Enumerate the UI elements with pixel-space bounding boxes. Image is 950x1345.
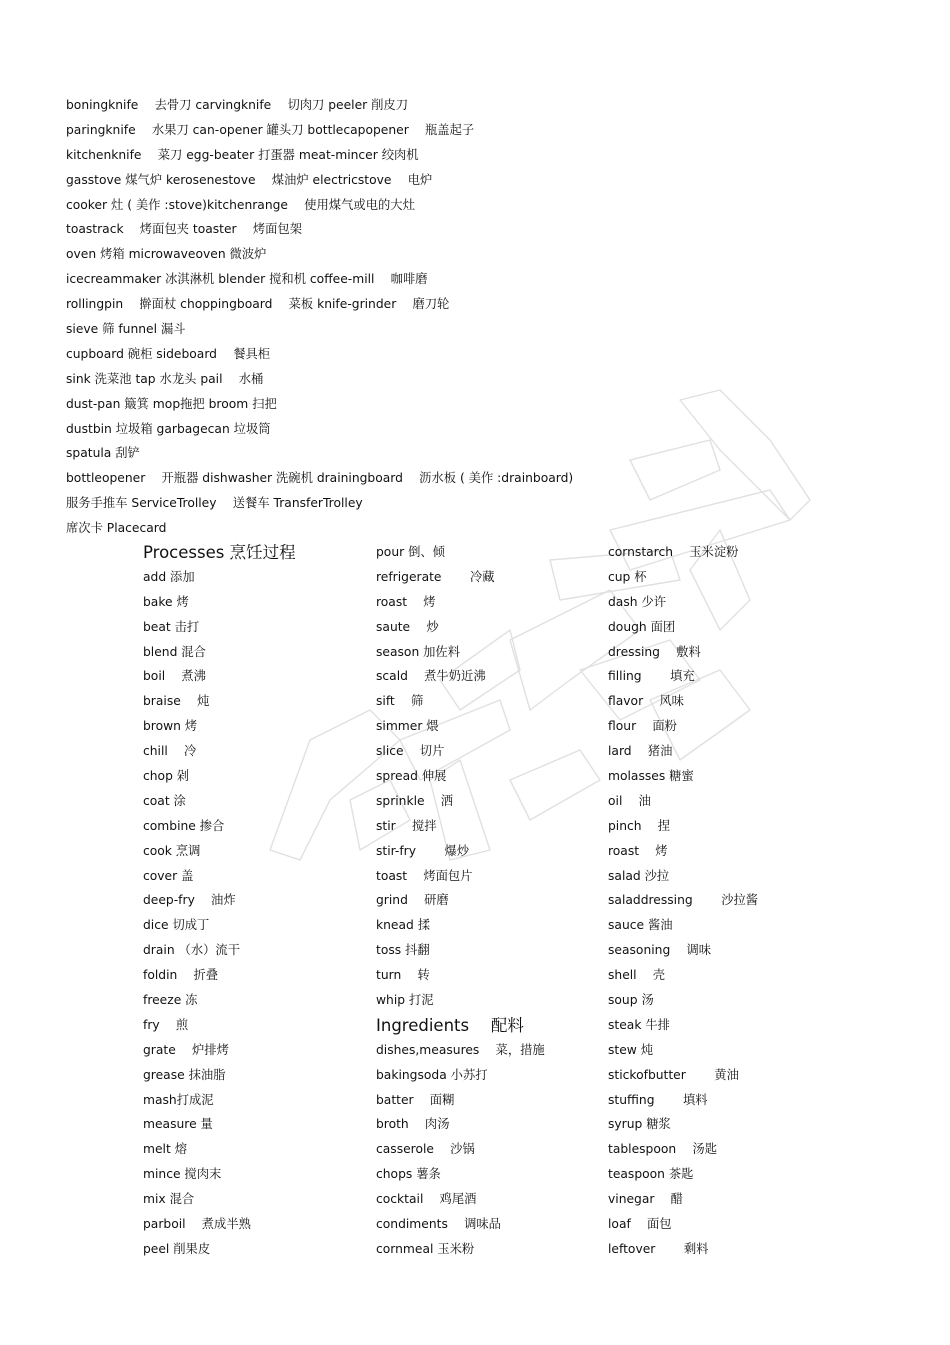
- vocab-item: drain （水）流干: [143, 943, 241, 958]
- vocab-item: dishes,measures 菜，措施: [376, 1042, 545, 1057]
- vocab-item: measure 量: [143, 1117, 213, 1132]
- vocab-item: toast 烤面包片: [376, 868, 473, 883]
- vocab-item: braise 炖: [143, 694, 210, 709]
- vocab-item: stickofbutter 黄油: [608, 1067, 739, 1082]
- vocab-item: stir-fry 爆炒: [376, 843, 470, 858]
- vocab-item: dice 切成丁: [143, 918, 210, 933]
- list-item: boningknife 去骨刀 carvingknife 切肉刀 peeler 削皮刀: [66, 98, 409, 112]
- vocab-item: season 加佐料: [376, 644, 461, 659]
- vocab-item: spread 伸展: [376, 769, 447, 784]
- list-item: sieve 筛 funnel 漏斗: [66, 322, 186, 337]
- list-item: dustbin 垃圾箱 garbagecan 垃圾筒: [66, 421, 271, 436]
- vocab-item: deep-fry 油炸: [143, 893, 236, 908]
- vocab-item: melt 熔: [143, 1142, 187, 1157]
- list-item: cupboard 碗柜 sideboard 餐具柜: [66, 346, 271, 361]
- list-item: dust-pan 簸箕 mop拖把 broom 扫把: [66, 396, 277, 411]
- vocab-item: soup 汤: [608, 993, 654, 1008]
- kitchen-utensils-list: [66, 93, 866, 541]
- vocab-item: chill 冷: [143, 744, 197, 759]
- vocab-item: cup 杯: [608, 569, 647, 584]
- vocab-item: blend 混合: [143, 644, 206, 659]
- vocab-item: sauce 酱油: [608, 918, 673, 933]
- vocab-item: bakingsoda 小苏打: [376, 1067, 488, 1082]
- vocab-item: brown 烤: [143, 719, 198, 734]
- list-item: 服务手推车 ServiceTrolley 送餐车 TransferTrolley: [66, 496, 363, 511]
- vocab-item: grind 研磨: [376, 893, 449, 908]
- vocab-item: seasoning 调味: [608, 943, 712, 958]
- vocab-item: turn 转: [376, 968, 430, 983]
- vocab-item: fry 煎: [143, 1017, 189, 1032]
- list-item: 席次卡 Placecard: [66, 521, 167, 536]
- vocab-item: roast 烤: [376, 594, 436, 609]
- vocab-item: batter 面糊: [376, 1092, 455, 1107]
- vocab-item: steak 牛排: [608, 1017, 670, 1032]
- list-item: kitchenknife 菜刀 egg-beater 打蛋器 meat-mincer 绞肉机: [66, 147, 419, 162]
- list-item: icecreammaker 冰淇淋机 blender 搅和机 coffee-mill 咖啡磨: [66, 272, 428, 287]
- vocab-item: pinch 捏: [608, 818, 671, 833]
- vocab-item: dash 少许: [608, 594, 667, 609]
- vocab-item: broth 肉汤: [376, 1117, 450, 1132]
- vocab-item: add 添加: [143, 569, 195, 584]
- vocab-item: vinegar 醋: [608, 1192, 683, 1207]
- list-item: rollingpin 擀面杖 choppingboard 菜板 knife-grinder 磨刀轮: [66, 297, 450, 312]
- vocab-item: parboil 煮成半熟: [143, 1217, 251, 1232]
- vocab-item: salad 沙拉: [608, 868, 670, 883]
- vocab-item: oil 油: [608, 793, 651, 808]
- list-item: toastrack 烤面包夹 toaster 烤面包架: [66, 222, 303, 237]
- vocab-item: chop 剁: [143, 769, 190, 784]
- vocab-item: bake 烤: [143, 594, 189, 609]
- vocab-item: simmer 煨: [376, 719, 439, 734]
- vocab-item: saladdressing 沙拉酱: [608, 893, 759, 908]
- section-heading: Processes 烹饪过程: [143, 543, 296, 562]
- vocab-item: stuffing 填料: [608, 1092, 708, 1107]
- vocab-item: combine 掺合: [143, 818, 225, 833]
- vocab-item: roast 烤: [608, 843, 668, 858]
- vocab-item: condiments 调味品: [376, 1217, 501, 1232]
- vocab-column-2: [376, 540, 586, 1262]
- vocab-item: cook 烹调: [143, 843, 201, 858]
- vocab-item: leftover 剩料: [608, 1241, 709, 1256]
- vocab-item: beat 击打: [143, 619, 200, 634]
- vocab-item: flour 面粉: [608, 719, 677, 734]
- vocab-item: freeze 冻: [143, 993, 198, 1008]
- vocab-item: teaspoon 茶匙: [608, 1167, 694, 1182]
- list-item: oven 烤箱 microwaveoven 微波炉: [66, 247, 267, 262]
- vocab-item: filling 填充: [608, 669, 695, 684]
- vocab-item: cover 盖: [143, 868, 194, 883]
- list-item: cooker 灶 ( 美作 :stove)kitchenrange 使用煤气或电的大灶: [66, 197, 415, 212]
- list-item: spatula 刮铲: [66, 446, 140, 461]
- vocab-item: boil 煮沸: [143, 669, 206, 684]
- vocab-item: scald 煮牛奶近沸: [376, 669, 486, 684]
- vocab-item: syrup 糖浆: [608, 1117, 671, 1132]
- vocab-item: refrigerate 冷藏: [376, 569, 495, 584]
- vocab-item: toss 抖翻: [376, 943, 430, 958]
- vocab-item: coat 涂: [143, 793, 186, 808]
- vocab-item: cornmeal 玉米粉: [376, 1241, 475, 1256]
- vocab-item: dressing 敷料: [608, 644, 701, 659]
- vocab-item: casserole 沙锅: [376, 1142, 475, 1157]
- vocab-item: cornstarch 玉米淀粉: [608, 545, 739, 559]
- vocab-item: knead 揉: [376, 918, 431, 933]
- vocab-item: whip 打泥: [376, 993, 434, 1008]
- vocab-column-3: [608, 540, 818, 1262]
- vocab-item: slice 切片: [376, 744, 445, 759]
- vocab-item: stew 炖: [608, 1042, 654, 1057]
- vocab-item: stir 搅拌: [376, 818, 437, 833]
- vocab-item: tablespoon 汤匙: [608, 1142, 717, 1157]
- vocab-item: loaf 面包: [608, 1217, 672, 1232]
- vocab-item: dough 面团: [608, 619, 676, 634]
- vocab-item: molasses 糖蜜: [608, 769, 694, 784]
- section-heading: Ingredients 配料: [376, 1015, 524, 1035]
- vocab-item: flavor 风味: [608, 694, 684, 709]
- vocab-item: peel 削果皮: [143, 1241, 211, 1256]
- list-item: gasstove 煤气炉 kerosenestove 煤油炉 electricstove 电炉: [66, 172, 433, 187]
- vocab-item: mix 混合: [143, 1192, 195, 1207]
- vocab-column-1: [143, 540, 353, 1262]
- vocab-item: grate 炉排烤: [143, 1042, 229, 1057]
- list-item: paringknife 水果刀 can-opener 罐头刀 bottlecapopener 瓶盖起子: [66, 122, 475, 137]
- list-item: bottleopener 开瓶器 dishwasher 洗碗机 drainingboard 沥水板 ( 美作 :drainboard): [66, 471, 574, 486]
- vocab-item: sift 筛: [376, 694, 424, 709]
- vocab-item: lard 猪油: [608, 744, 673, 759]
- vocab-item: grease 抹油脂: [143, 1067, 226, 1082]
- vocab-item: chops 薯条: [376, 1167, 441, 1182]
- list-item: sink 洗菜池 tap 水龙头 pail 水桶: [66, 371, 264, 386]
- vocab-item: shell 壳: [608, 968, 666, 983]
- vocab-item: mash打成泥: [143, 1092, 214, 1107]
- vocab-item: saute 炒: [376, 619, 439, 634]
- vocab-item: sprinkle 洒: [376, 793, 454, 808]
- vocab-item: foldin 折叠: [143, 968, 219, 983]
- vocab-item: mince 搅肉末: [143, 1167, 222, 1182]
- vocab-item: cocktail 鸡尾酒: [376, 1192, 477, 1207]
- vocab-item: pour 倒、倾: [376, 545, 445, 559]
